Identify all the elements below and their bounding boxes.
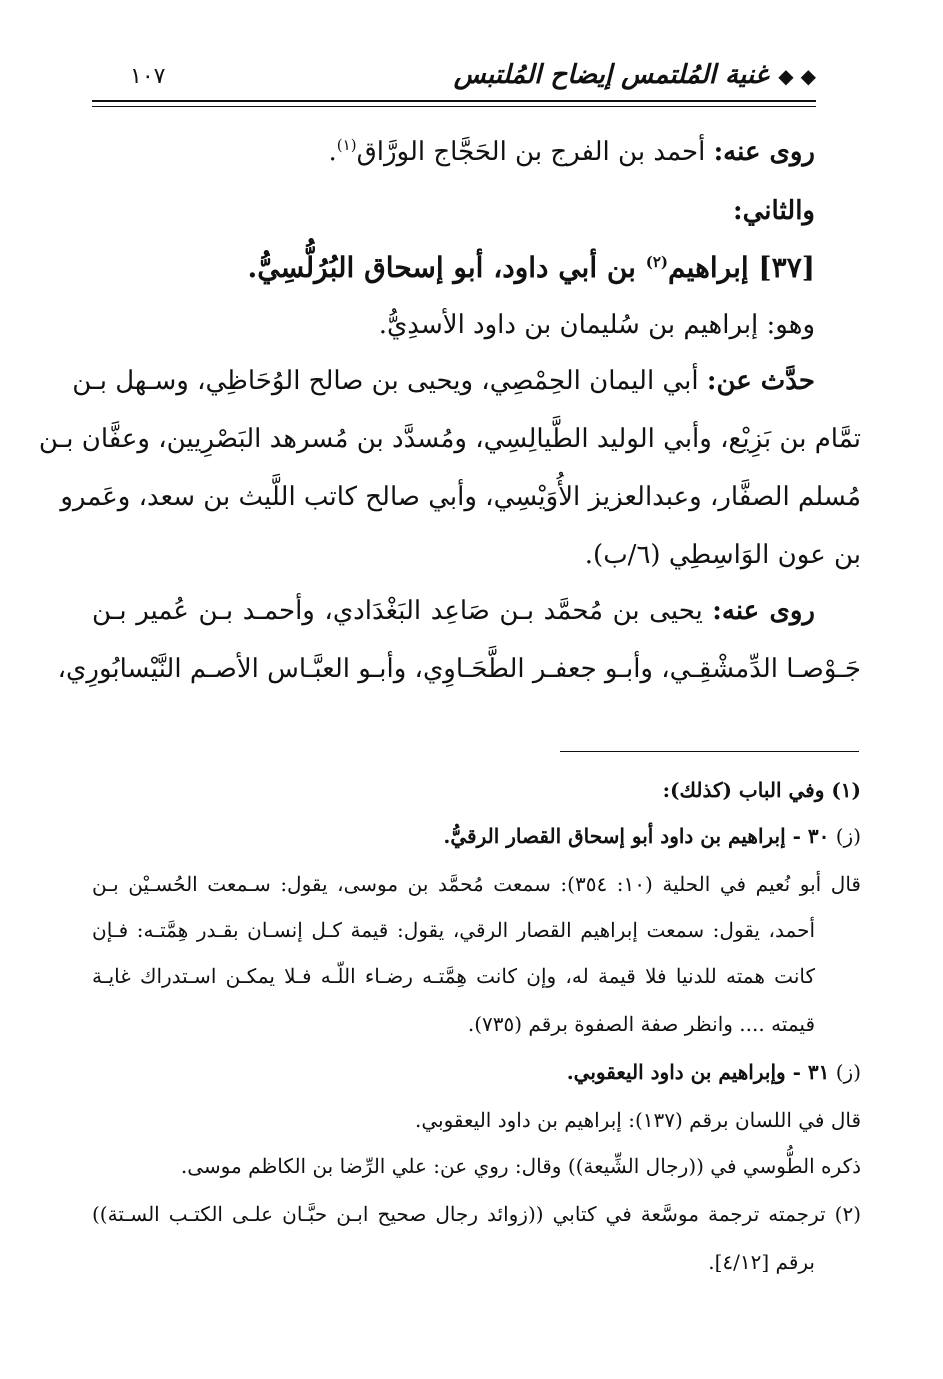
text-line-9 [92,598,815,624]
footnote-ref-1: (١) [336,136,357,154]
footnote-entry-31 [92,1062,861,1082]
header-rule [92,100,816,102]
footnote-line: قيمته .... وانظر صفة الصفوة برقم (٧٣٥). [467,1012,815,1036]
footnote-line: ذكره الطُّوسي في ((رجال الشِّيعة)) وقال: روي عن: علي الرِّضا بن الكاظم موسى. [180,1154,861,1178]
footnote-line: قال في اللسان برقم (١٣٧): إبراهيم بن داود اليعقوبي. [414,1108,861,1132]
footnote-line: قال أبو نُعيم في الحلية (١٠: ٣٥٤): سمعت مُحمَّد بن موسى، يقول: سـمعت الحُسـيْن بـن [92,872,861,896]
header-rule-thin [92,106,816,107]
text-line-10: جَـوْصـا الدِّمشْقِـي، وأبـو جعفـر الطَّحَـاوِي، وأبـو العبَّـاس الأصـم النَّيْسابُورِي، [57,654,861,684]
text-line-5 [72,366,815,396]
entry-heading-name: [٣٧] إبراهيم [668,251,815,284]
footnote-line: أحمد، يقول: سمعت إبراهيم القصار الرقي، يقول: قيمة كـل إنسـان بقـدر هِمَّتـه: فـإن [92,918,815,942]
text-line-1 [92,138,815,165]
text-line-2: والثاني: [733,196,815,226]
footnote-1-heading: (١) وفي الباب (كذلك): [662,778,861,802]
footnote-entry-title: ٣١ - وإبراهيم بن داود اليعقوبي. [566,1060,830,1084]
entry-heading-37 [92,251,815,284]
running-title [454,60,816,90]
haddatha-an-label: حدَّث عن: [706,366,815,396]
diamond-ornament-icon: ◆ ◆ [778,64,816,88]
text-line-7: مُسلم الصفَّار، وعبدالعزيز الأُوَيْسِي، وأبي صالح كاتب اللَّيث بن سعد، وعَمرو [60,482,861,512]
line-end: . [328,137,337,167]
footnote-2: (٢) ترجمته ترجمة موسَّعة في كتابي ((زوائد رجال صحيح ابـن حبَّـان علـى الكتـب السـتة)) [92,1202,861,1226]
line-text: أبي اليمان الحِمْصِي، ويحيى بن صالح الوُحَاظِي، وسـهل بـن [72,366,699,396]
page-number: ١٠٧ [130,64,166,89]
rawa-anhu-label: روى عنه: [713,137,815,167]
footnote-separator [560,751,859,752]
text-line-6: تمَّام بن بَزِيْع، وأبي الوليد الطَّيالِسِي، ومُسدَّد بن مُسرهد البَصْرِيين، وعفَّان بـن [38,424,861,454]
footnote-entry-title: ٣٠ - إبراهيم بن داود أبو إسحاق القصار الرقيُّ. [443,824,830,848]
rawa-anhu-label: روى عنه: [712,596,815,626]
footnote-entry-30 [92,826,861,846]
text-line-8: بن عون الوَاسِطِي (٦/ب). [584,540,861,570]
line-text: يحيى بن مُحمَّد بـن صَاعِد البَغْدَادي، وأحمـد بـن عُمير بـن [92,596,703,626]
footnote-prefix: (ز) [835,1060,861,1084]
footnote-line: برقم [٤/١٢]. [708,1250,815,1274]
text-line-4: وهو: إبراهيم بن سُليمان بن داود الأسدِيُّ. [378,310,815,340]
running-title-text: غنية المُلتمس إيضاح المُلتبس [453,60,769,90]
entry-heading-rest: بن أبي داود، أبو إسحاق البُرُلُّسِيُّ. [247,251,636,284]
page-header [92,52,816,96]
footnote-ref-2: (٢) [645,253,669,271]
line-text: أحمد بن الفرج بن الحَجَّاج الورَّاق [356,137,706,167]
footnote-prefix: (ز) [835,824,861,848]
footnote-line: كانت همته للدنيا فلا قيمة له، وإن كانت هِمَّتـه رضـاء اللّـه فـلا يمكـن اسـتدراك غايـة [92,964,816,988]
